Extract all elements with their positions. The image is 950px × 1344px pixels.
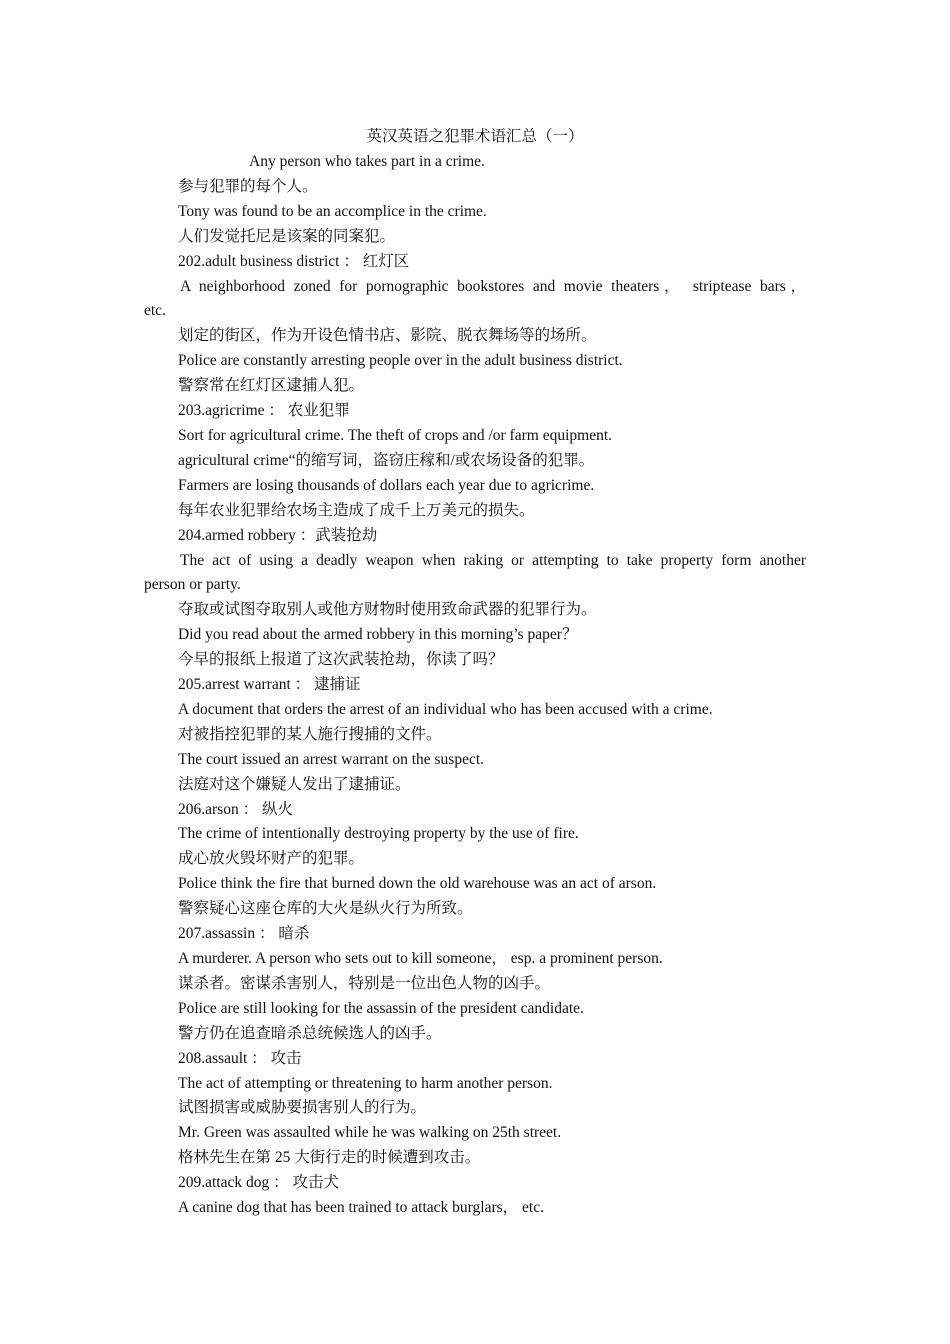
text-line: 今早的报纸上报道了这次武装抢劫，你读了吗？: [178, 651, 504, 669]
text-line: 夺取或试图夺取别人或他方财物时使用致命武器的犯罪行为。: [178, 601, 597, 619]
text-line: etc.: [144, 302, 166, 320]
text-line: Mr. Green was assaulted while he was walking on 25th street.: [178, 1124, 562, 1142]
text-line: Tony was found to be an accomplice in the crime.: [178, 202, 487, 220]
text-line: 警察疑心这座仓库的大火是纵火行为所致。: [178, 900, 473, 918]
term-heading: 204.armed robbery ：武装抢劫: [178, 526, 378, 544]
text-line: 成心放火毁坏财产的犯罪。: [178, 850, 365, 868]
text-line: 划定的街区，作为开设色情书店、影院、脱衣舞场等的场所。: [178, 327, 597, 345]
text-line: agricultural crime“的缩写词，盗窃庄稼和/或农场设备的犯罪。: [178, 451, 595, 469]
text-line: Police are constantly arresting people over in the adult business district.: [178, 352, 623, 370]
term-heading: 203.agricrime ： 农业犯罪: [178, 402, 350, 420]
text-line: The court issued an arrest warrant on the suspect.: [178, 750, 485, 768]
text-line: 参与犯罪的每个人。: [178, 177, 318, 195]
text-line: Sort for agricultural crime. The theft of crops and /or farm equipment.: [178, 426, 612, 444]
text-line: The act of using a deadly weapon when raking or attempting to take property form another: [180, 551, 806, 569]
text-line: Any person who takes part in a crime.: [249, 153, 485, 170]
text-line: A murderer. A person who sets out to kill someone， esp. a prominent person.: [178, 950, 663, 967]
text-line: The act of attempting or threatening to harm another person.: [178, 1074, 553, 1092]
term-heading: 205.arrest warrant ： 逮捕证: [178, 676, 361, 694]
term-heading: 206.arson ： 纵火: [178, 800, 293, 818]
text-line: A neighborhood zoned for pornographic bookstores and movie theaters， striptease bars，: [180, 277, 806, 295]
text-line: 格林先生在第 25 大街行走的时候遭到攻击。: [178, 1149, 481, 1167]
text-line: 对被指控犯罪的某人施行搜捕的文件。: [178, 725, 442, 743]
text-line: A document that orders the arrest of an individual who has been accused with a crime.: [178, 700, 713, 718]
document-title: 英汉英语之犯罪术语汇总（一）: [366, 128, 584, 145]
text-line: Did you read about the armed robbery in this morning’s paper？: [178, 626, 578, 644]
text-line: Police are still looking for the assassin of the president candidate.: [178, 999, 584, 1017]
text-line: 人们发觉托尼是该案的同案犯。: [178, 227, 396, 245]
text-line: person or party.: [144, 576, 241, 594]
document-body: [144, 150, 806, 1221]
text-line: The crime of intentionally destroying property by the use of fire.: [178, 825, 579, 843]
text-line: 警方仍在追查暗杀总统候选人的凶手。: [178, 1024, 442, 1042]
term-heading: 207.assassin ： 暗杀: [178, 925, 310, 943]
term-heading: 202.adult business district ： 红灯区: [178, 252, 410, 270]
text-line: 法庭对这个嫌疑人发出了逮捕证。: [178, 775, 411, 793]
text-line: 每年农业犯罪给农场主造成了成千上万美元的损失。: [178, 501, 535, 519]
text-line: A canine dog that has been trained to attack burglars， etc.: [178, 1199, 544, 1217]
text-line: 警察常在红灯区逮捕人犯。: [178, 377, 365, 395]
text-line: Police think the fire that burned down the old warehouse was an act of arson.: [178, 875, 657, 893]
text-line: 试图损害或威胁要损害别人的行为。: [178, 1099, 427, 1117]
text-line: 谋杀者。密谋杀害别人，特别是一位出色人物的凶手。: [178, 974, 551, 992]
term-heading: 208.assault ： 攻击: [178, 1049, 302, 1067]
text-line: Farmers are losing thousands of dollars each year due to agricrime.: [178, 476, 595, 494]
term-heading: 209.attack dog ： 攻击犬: [178, 1174, 340, 1192]
